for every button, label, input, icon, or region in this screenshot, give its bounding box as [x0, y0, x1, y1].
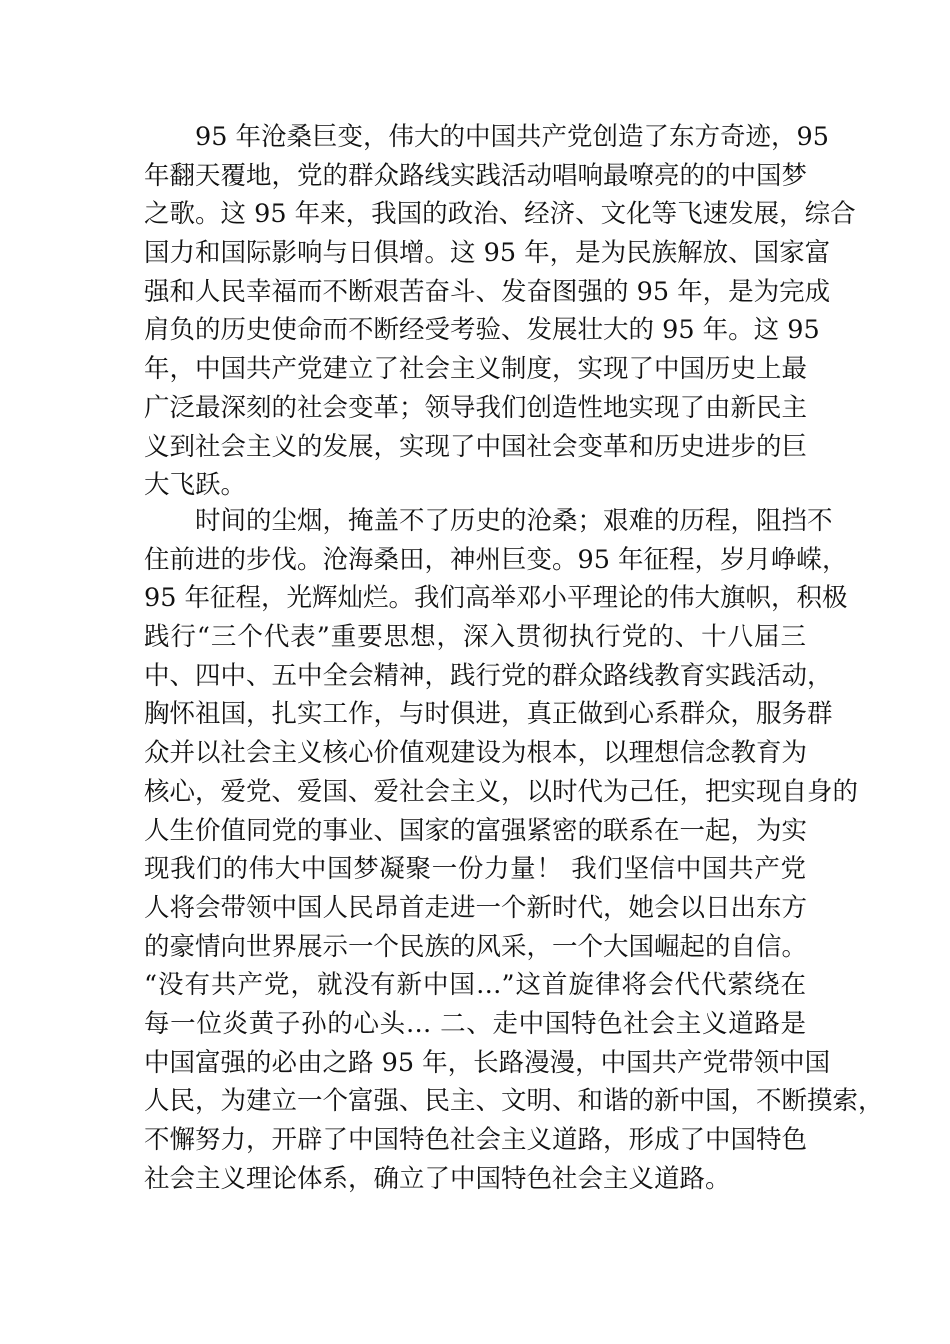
paragraph-line: 强和人民幸福而不断艰苦奋斗、发奋图强的 95 年，是为完成 [144, 276, 831, 307]
paragraph-line: 义到社会主义的发展，实现了中国社会变革和历史进步的巨 [144, 431, 808, 462]
paragraph-line: 之歌。这 95 年来，我国的政治、经济、文化等飞速发展，综合 [144, 199, 856, 230]
paragraph-line: 社会主义理论体系，确立了中国特色社会主义道路。 [144, 1163, 731, 1194]
paragraph-line: 时间的尘烟，掩盖不了历史的沧桑；艰难的历程，阻挡不 [195, 506, 833, 536]
paragraph-line: 的豪情向世界展示一个民族的风采，一个大国崛起的自信。 [144, 931, 808, 962]
paragraph-line: 年，中国共产党建立了社会主义制度，实现了中国历史上最 [144, 354, 808, 385]
paragraph-line: 每一位炎黄子孙的心头… 二、走中国特色社会主义道路是 [144, 1008, 806, 1039]
paragraph-line: 人生价值同党的事业、国家的富强紧密的联系在一起，为实 [144, 815, 808, 846]
paragraph-line: 住前进的步伐。沧海桑田，神州巨变。95 年征程，岁月峥嵘， [144, 544, 848, 575]
paragraph-line: 95 年沧桑巨变，伟大的中国共产党创造了东方奇迹，95 [195, 122, 830, 152]
paragraph-line: 胸怀祖国，扎实工作，与时俱进，真正做到心系群众，服务群 [144, 699, 833, 730]
paragraph-line: 践行“三个代表”重要思想，深入贯彻执行党的、十八届三 [144, 622, 806, 653]
paragraph-line: 年翻天覆地，党的群众路线实践活动唱响最嘹亮的的中国梦 [144, 160, 808, 191]
paragraph-line: 人将会带领中国人民昂首走进一个新时代，她会以日出东方 [144, 892, 808, 923]
paragraph-line: 众并以社会主义核心价值观建设为根本，以理想信念教育为 [144, 738, 808, 769]
paragraph-line: 95 年征程，光辉灿烂。我们高举邓小平理论的伟大旗帜，积极 [144, 583, 848, 614]
paragraph-line: 现我们的伟大中国梦凝聚一份力量！ 我们坚信中国共产党 [144, 854, 806, 885]
paragraph-1 [144, 118, 856, 505]
paragraph-line: 核心，爱党、爱国、爱社会主义，以时代为己任，把实现自身的 [144, 776, 859, 807]
paragraph-line: 国力和国际影响与日俱增。这 95 年，是为民族解放、国家富 [144, 238, 831, 269]
paragraph-line: 人民，为建立一个富强、民主、文明、和谐的新中国，不断摸索， [144, 1086, 884, 1117]
paragraph-line: 不懈努力，开辟了中国特色社会主义道路，形成了中国特色 [144, 1125, 808, 1155]
paragraph-line: 中国富强的必由之路 95 年，长路漫漫，中国共产党带领中国 [144, 1047, 831, 1078]
paragraph-2 [144, 502, 884, 1198]
paragraph-line: “没有共产党，就没有新中国…”这首旋律将会代代萦绕在 [144, 970, 806, 1001]
paragraph-line: 广泛最深刻的社会变革；领导我们创造性地实现了由新民主 [144, 392, 808, 423]
paragraph-line: 中、四中、五中全会精神，践行党的群众路线教育实践活动， [144, 660, 833, 691]
paragraph-line: 大飞跃。 [144, 470, 247, 501]
paragraph-line: 肩负的历史使命而不断经受考验、发展壮大的 95 年。这 95 [144, 315, 820, 346]
